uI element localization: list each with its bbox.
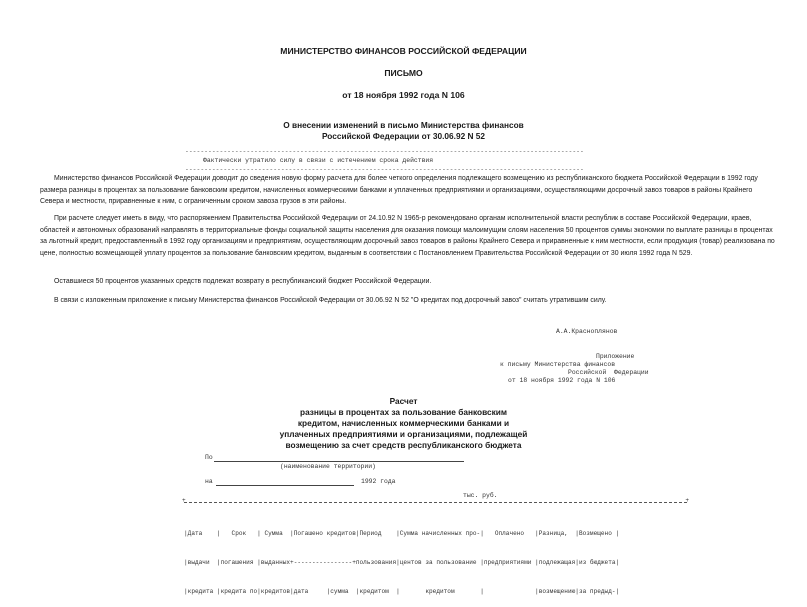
document-type: ПИСЬМО — [384, 68, 423, 78]
appendix-line-2: к письму Министерства финансов — [500, 361, 616, 368]
table-header-row: |выдачи |погашения |выданных+----------------+пользования|центов за пользование |предприятиями |подлежащая|из бюджета| — [184, 558, 620, 566]
appendix-line-4: от 18 ноября 1992 года N 106 — [508, 377, 616, 384]
calc-title: Расчет — [389, 396, 418, 406]
territory-field-line — [214, 461, 464, 462]
table-border-top: + + — [182, 497, 689, 504]
form-po-label: По — [205, 454, 213, 461]
table-header — [184, 509, 687, 607]
subject-line-2: Российской Федерации от 30.06.92 N 52 — [321, 131, 486, 141]
form-na-label: на — [205, 478, 213, 485]
calc-line-2: кредитом, начисленных коммерческими банками и — [297, 418, 510, 428]
document-date-number: от 18 ноября 1992 года N 106 — [342, 90, 465, 100]
paragraph-4: В связи с изложенным приложение к письму Министерства финансов Российской Федерации от 30.06.92 N 52 "О кредитах под досрочный завоз" считать утратившим силу. — [54, 297, 607, 304]
date-field-line — [216, 485, 354, 486]
units-label: тыс. руб. — [463, 492, 498, 499]
ministry-heading: МИНИСТЕРСТВО ФИНАНСОВ РОССИЙСКОЙ ФЕДЕРАЦИИ — [280, 46, 527, 56]
status-top-rule: -------------------------------------------------------------------------------------------------------- — [185, 148, 584, 155]
table-header-row: |Дата | Срок | Сумма |Погашено кредитов|Период |Сумма начисленных про-| Оплачено |Разница, |Возмещено | — [184, 529, 620, 537]
status-bottom-rule: -------------------------------------------------------------------------------------------------------- — [185, 166, 584, 173]
form-year: 1992 года — [361, 478, 396, 485]
calc-line-3: уплаченных предприятиями и организациями, подлежащей — [279, 429, 528, 439]
table-header-row: |кредита |кредита по|кредитов|дата |сумма |кредитом | кредитом | |возмещению|за предыд-| — [184, 588, 620, 596]
calc-line-1: разницы в процентах за пользование банковским — [300, 407, 507, 417]
paragraph-1: Министерство финансов Российской Федерации доводит до сведения новую форму расчета для более четкого определения подлежащего возмещению из республиканского бюджета Российской Федерации в 1992 году размера разницы в процентах за пользование банковским кредитом, начисленных коммерческими банками и уплаченных предприятиями и организациями, осуществляющими досрочный завоз товаров в районы Крайнего Севера и местности, приравненные к ним, с ограниченным сроком завоза грузов в эти районы. — [40, 175, 758, 205]
paragraph-3: Оставшиеся 50 процентов указанных средств подлежат возврату в республиканский бюджет Российской Федерации. — [54, 278, 432, 285]
paragraph-2: При расчете следует иметь в виду, что распоряжением Правительства Российской Федерации от 24.10.92 N 1965-р рекомендовано органам исполнительной власти республик в составе Российской Федерации, краев, областей и автономных образований направлять в территориальные фонды социальной защиты населения для оказания помощи малоимущим слоям населения 50 процентов суммы экономии по выплате разницы в процентах за льготный кредит, предоставленный в 1992 году организациям и предприятиям, осуществляющим досрочный завоз товаров в районы Крайнего Севера и приравненные к ним местности, если продукция (товар) реализована по цене, полностью возмещающей уплату процентов за пользование банковским кредитом, выданным в соответствии с Постановлением Правительства Российской Федерации от 30 июля 1992 года N 529. — [40, 215, 775, 257]
appendix-line-3: Российской Федерации — [568, 369, 649, 376]
calc-line-4: возмещению за счет средств республиканского бюджета — [285, 440, 522, 450]
territory-hint: (наименование территории) — [280, 463, 376, 470]
subject-line-1: О внесении изменений в письмо Министерства финансов — [283, 120, 524, 130]
signature: А.А.Красноплянов — [556, 328, 618, 335]
appendix-line-1: Приложение — [596, 353, 635, 360]
status-note: Фактически утратило силу в связи с истечением срока действия — [203, 157, 434, 164]
